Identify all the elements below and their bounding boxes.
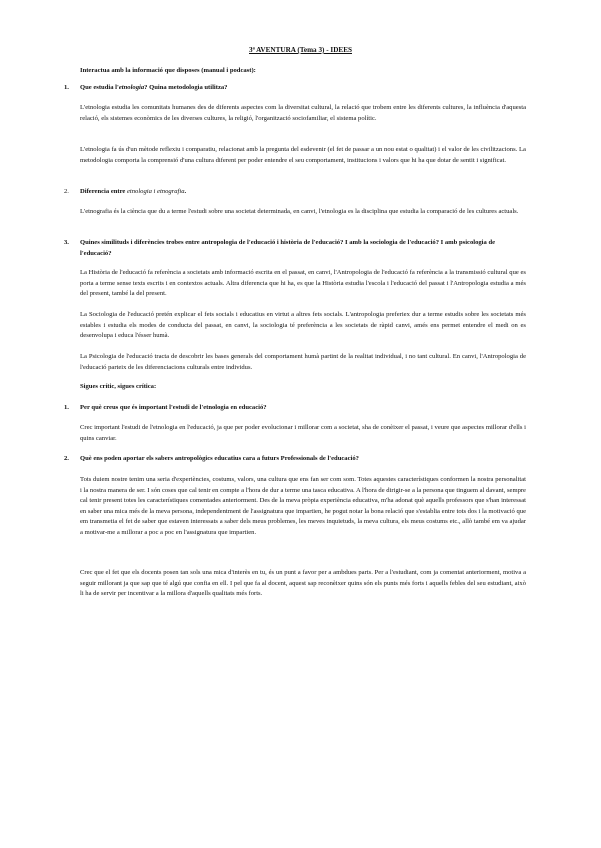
- question-number: 3.: [64, 239, 69, 246]
- question-number: 1.: [64, 84, 69, 91]
- critical-question-2: [64, 454, 526, 465]
- answer-paragraph: L'etnologia estudia les comunitats humanes des de diferents aspectes com la diversitat cultural, la relació que trobem entre les diferents cultures, la influència d'aquesta relació, els sistemes econòmics de les diverses cultures, la religió, l'organització sociofamiliar, el sistema polític.: [80, 104, 526, 122]
- question-3: [64, 238, 526, 259]
- answer-paragraph: La Psicologia de l'educació tracta de descobrir les bases generals del comportament humà partint de la realitat individual, i no tant cultural. En canvi, l'Antropologia de l'educació parteix de les diferenciacions culturals entre individus.: [80, 353, 526, 371]
- question-text: Que estudia l'etnologia? Quina metodologia utilitza?: [80, 84, 228, 91]
- question-number: 2.: [64, 455, 69, 462]
- document-title: 3ª AVENTURA (Tema 3) - IDEES: [249, 46, 352, 54]
- question-text: Per què creus que és important l'estudi de l'etnologia en educació?: [80, 404, 267, 411]
- answer-paragraph: Crec que el fet que els docents posen tan sols una mica d'interès en tu, és un punt a favor per a ambdues parts. Per a l'estudiant, com ja comentat anteriorment, motiva a seguir millorant ja que sap que té algú que confia en ell. I pel que fa al docent, aquest sap reconèixer quins són els punts més forts i aquells febles del seu estudiant, això li ha de servir per incentivar a la millora d'aquells qualitats més forts.: [80, 569, 526, 598]
- question-text: Què ens poden aportar els sabers antropològics educatius cara a futurs Professionals de l'educació?: [80, 455, 359, 462]
- answer-paragraph: L'etnologia fa ús d'un mètode reflexiu i comparatiu, relacionat amb la pregunta del esdevenir (el fet de passar a un nou estat o qualitat) i el valor de les civilitzacions. La metodologia comporta la comprensió d'una cultura diferent per poder entendre el seu comportament, institucions i valors que hi ha que dotar de sentit i significat.: [80, 146, 526, 164]
- question-number: 1.: [64, 404, 69, 411]
- question-text: Diferencia entre etnologia i etnografia.: [80, 188, 187, 195]
- question-2: [64, 187, 526, 198]
- answer-paragraph: Crec important l'estudi de l'etnologia en l'educació, ja que per poder evolucionar i millorar com a societat, sha de conèixer el passat, i veure que aspectes millorar d'ells i quins canviar.: [80, 424, 526, 442]
- answer-paragraph: La Història de l'educació fa referència a societats amb informació escrita en el passat, en canvi, l'Antropologia de l'educació fa referència a la transmissió cultural que es porta a terme sense texts escrits i en contextos actuals. Altra diferencia que hi ha, es que la Història estudia l'escola i l'educació del passat i l'Antropologia estudia a més del present, també la del present.: [80, 269, 526, 298]
- section-subtitle: Sigues crític, sigues crítica:: [80, 383, 157, 390]
- question-text: Quines similituds i diferències trobes entre antropologia de l'educació i història de l'educació? I amb la sociologia de l'educació? I amb psicologia de l'educació?: [80, 239, 496, 257]
- intro-heading: Interactua amb la informació que disposes (manual i podcast):: [80, 67, 256, 74]
- question-number: 2.: [64, 188, 69, 195]
- answer-paragraph: Tots duiem nostre tenim una seria d'experiències, costums, valors, una cultura que ens fan ser com som. Totes aquestes característiques conformen la nostra personalitat i la nostra manera de ser. I són coses que cal tenir en compte a l'hora de dur a terme una tasca educativa. A l'hora de dirigir-se a la persona que tinguem al davant, sempre cal tenir present totes les característiques comentades anteriorment. Des de la meva pròpia experiència educativa, m'ha adonat què aquells professors que s'han interessat en saber una mica més de la meva persona, independentment de l'assignatura que impartien, he pogut notar la bona relació que s'establia entre tots dos i la motivació que em transmetia el fet de saber que estaven interessats a saber dels meus problemes, les meves inquietuds, la meva cultura, els meus costums etc., allò també em va ajudar a motivar-me a millorar a poc a poc en l'assignatura que impartien.: [80, 476, 526, 536]
- question-1: [64, 83, 526, 94]
- critical-question-1: [64, 403, 526, 414]
- answer-paragraph: L'etnografia és la ciència que du a terme l'estudi sobre una societat determinada, en canvi, l'etnologia es la disciplina que estudia la comparació de les cultures actuals.: [80, 208, 519, 215]
- answer-paragraph: La Sociologia de l'educació pretén explicar el fets socials i educatius en virtut a altres fets socials. L'antropologia preferiex dur a terme estudis sobre les societats més estables i estudia els modes de conducta del passat, en canvi, la sociologia té preferència a les societats de ràpid canvi, amés ens permet entendre el medi on es desenvolupa i educa l'ésser humà.: [80, 311, 526, 340]
